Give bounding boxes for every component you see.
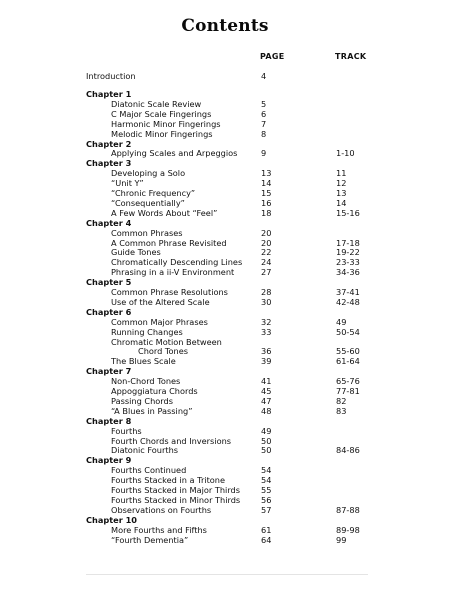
page-number: 18: [261, 207, 272, 218]
entry-title: “Unit Y”: [111, 178, 144, 189]
track-number: 65-76: [336, 376, 360, 387]
track-number: 61-64: [336, 356, 360, 367]
page-number: 33: [261, 326, 272, 337]
track-number: 50-54: [336, 326, 360, 337]
track-number: 12: [336, 178, 347, 189]
page-number: 57: [261, 504, 272, 515]
chapter-heading: [0, 307, 450, 317]
page-number: 56: [261, 494, 272, 505]
page-number: 50: [261, 445, 272, 456]
entry-title: Introduction: [86, 71, 136, 81]
track-number: 15-16: [336, 207, 360, 218]
chapter-title: Chapter 4: [86, 217, 132, 228]
page-number: 27: [261, 267, 272, 278]
entry-title: Fourths Stacked in Major Thirds: [111, 485, 241, 495]
track-number: 82: [336, 395, 347, 406]
entry-title: The Blues Scale: [111, 356, 176, 367]
entry-title: “Chronic Frequency”: [111, 188, 196, 198]
track-number: 17-18: [336, 237, 360, 248]
toc-entry: [0, 317, 450, 327]
track-number: 23-33: [336, 257, 360, 268]
page-number: 13: [261, 168, 272, 179]
toc-entry: [0, 327, 450, 337]
entry-title: Phrasing in a ii-V Environment: [111, 267, 235, 278]
track-number: 34-36: [336, 267, 360, 278]
toc-entry: [0, 535, 450, 545]
toc-entry: [0, 386, 450, 396]
entry-title: Common Phrases: [111, 227, 183, 238]
page-number: 4: [261, 71, 267, 81]
intro-entry: [0, 71, 450, 81]
toc-entry: [0, 406, 450, 416]
toc-entry: [0, 257, 450, 267]
entry-title: A Common Phrase Revisited: [111, 237, 227, 248]
entry-title: Passing Chords: [111, 395, 173, 406]
page-number: 54: [261, 465, 272, 476]
entry-title: Use of the Altered Scale: [111, 296, 210, 307]
page-number: 39: [261, 356, 272, 367]
track-number: 77-81: [336, 386, 360, 396]
toc-entry: [0, 168, 450, 178]
chapter-title: Chapter 2: [86, 138, 132, 149]
page-number: 15: [261, 188, 272, 198]
page-number: 30: [261, 296, 272, 307]
entry-title: “Fourth Dementia”: [111, 534, 189, 545]
toc-entry: [0, 485, 450, 495]
track-number: 49: [336, 316, 347, 327]
toc-entry: [0, 228, 450, 238]
page-number: 50: [261, 435, 272, 446]
track-number: 83: [336, 405, 347, 416]
entry-title: Common Phrase Resolutions: [111, 287, 228, 297]
chapter-heading: [0, 139, 450, 149]
entry-title: Fourths: [111, 425, 142, 436]
chapter-heading: [0, 218, 450, 228]
page-number: 20: [261, 237, 272, 248]
toc-entry: [0, 129, 450, 139]
page-title: Contents: [181, 16, 269, 36]
toc-entry: [0, 99, 450, 109]
track-number: 42-48: [336, 296, 360, 307]
page-number: 41: [261, 376, 272, 387]
toc-entry: [0, 238, 450, 248]
chapter-heading: [0, 455, 450, 465]
page-number: 9: [261, 148, 267, 159]
toc-entry: [0, 148, 450, 158]
track-number: 13: [336, 188, 347, 198]
toc-entry: [0, 436, 450, 446]
track-number: 89-98: [336, 524, 360, 535]
page-number: 6: [261, 108, 267, 119]
track-number: 55-60: [336, 346, 360, 357]
entry-title: Fourths Stacked in Minor Thirds: [111, 494, 241, 505]
toc-entry: [0, 396, 450, 406]
entry-title: Guide Tones: [111, 247, 161, 258]
chapter-heading: [0, 89, 450, 99]
entry-title: Chord Tones: [138, 346, 189, 357]
entry-title: More Fourths and Fifths: [111, 524, 207, 535]
entry-title: Fourth Chords and Inversions: [111, 435, 232, 446]
chapter-title: Chapter 5: [86, 277, 132, 288]
page-number: 64: [261, 534, 272, 545]
entry-title: Chromatic Motion Between: [111, 336, 222, 347]
entry-title: Chromatically Descending Lines: [111, 257, 243, 268]
chapter-heading: [0, 515, 450, 525]
toc-entry: [0, 198, 450, 208]
page-number: 16: [261, 197, 272, 208]
page-number: 24: [261, 257, 272, 268]
toc-entry: [0, 119, 450, 129]
entry-title: Non-Chord Tones: [111, 376, 181, 387]
toc-entry: [0, 287, 450, 297]
entry-title: Appoggiatura Chords: [111, 386, 198, 396]
page-number: 49: [261, 425, 272, 436]
toc-entry: [0, 247, 450, 257]
toc-entry: [0, 495, 450, 505]
toc-entry: [0, 297, 450, 307]
page-number: 22: [261, 247, 272, 258]
track-number: 84-86: [336, 445, 360, 456]
page-number: 45: [261, 386, 272, 396]
track-number: 1-10: [336, 148, 355, 159]
entry-title: Diatonic Scale Review: [111, 98, 202, 109]
entry-title: “Consequentially”: [111, 197, 185, 208]
entry-title: Running Changes: [111, 326, 183, 337]
page-number: 61: [261, 524, 272, 535]
chapter-heading: [0, 277, 450, 287]
track-number: 87-88: [336, 504, 360, 515]
toc-entry: [0, 337, 450, 347]
track-number: 14: [336, 197, 347, 208]
toc-entry: [0, 475, 450, 485]
entry-title: Observations on Fourths: [111, 504, 212, 515]
entry-title: C Major Scale Fingerings: [111, 108, 212, 119]
chapter-title: Chapter 9: [86, 455, 132, 466]
toc-entry: [0, 465, 450, 475]
page-number: 8: [261, 128, 267, 139]
chapter-title: Chapter 7: [86, 366, 132, 377]
toc-entry: [0, 505, 450, 515]
toc-entry: [0, 178, 450, 188]
chapter-title: Chapter 8: [86, 415, 132, 426]
page-number: 7: [261, 118, 267, 129]
chapter-title: Chapter 6: [86, 306, 132, 317]
chapter-title: Chapter 10: [86, 514, 137, 525]
toc-entry: [0, 208, 450, 218]
entry-title: Diatonic Fourths: [111, 445, 179, 456]
entry-title: Fourths Continued: [111, 465, 187, 476]
chapter-title: Chapter 3: [86, 158, 132, 169]
page-number: 5: [261, 98, 267, 109]
page-number: 47: [261, 395, 272, 406]
entry-title: Fourths Stacked in a Tritone: [111, 475, 226, 486]
entry-title: Applying Scales and Arpeggios: [111, 148, 238, 159]
toc-entry: [0, 445, 450, 455]
track-number: 99: [336, 534, 347, 545]
toc-entry: [0, 426, 450, 436]
entry-title: Melodic Minor Fingerings: [111, 128, 213, 139]
track-number: 19-22: [336, 247, 360, 258]
chapter-heading: [0, 416, 450, 426]
page-number: 20: [261, 227, 272, 238]
toc-entry: [0, 267, 450, 277]
entry-title: “A Blues in Passing”: [111, 405, 193, 416]
track-number: 11: [336, 168, 347, 179]
page-number: 28: [261, 287, 272, 297]
page-number: 36: [261, 346, 272, 357]
chapter-heading: [0, 158, 450, 168]
toc-entry: [0, 525, 450, 535]
chapter-title: Chapter 1: [86, 89, 132, 99]
entry-title: Common Major Phrases: [111, 316, 208, 327]
entry-title: Developing a Solo: [111, 168, 186, 179]
chapter-heading: [0, 366, 450, 376]
toc-entry: [0, 376, 450, 386]
page-number: 48: [261, 405, 272, 416]
page-number: 14: [261, 178, 272, 189]
page-column-header: PAGE: [260, 52, 285, 61]
bottom-divider: [86, 574, 368, 575]
toc-entry: [0, 356, 450, 366]
toc-entry: [0, 109, 450, 119]
page-number: 32: [261, 316, 272, 327]
page-number: 55: [261, 485, 272, 495]
entry-title: Harmonic Minor Fingerings: [111, 118, 221, 129]
page-number: 54: [261, 475, 272, 486]
track-column-header: TRACK: [335, 52, 367, 61]
toc-entry: [0, 188, 450, 198]
track-number: 37-41: [336, 287, 360, 297]
toc-entry: [0, 346, 450, 356]
entry-title: A Few Words About “Feel”: [111, 207, 218, 218]
